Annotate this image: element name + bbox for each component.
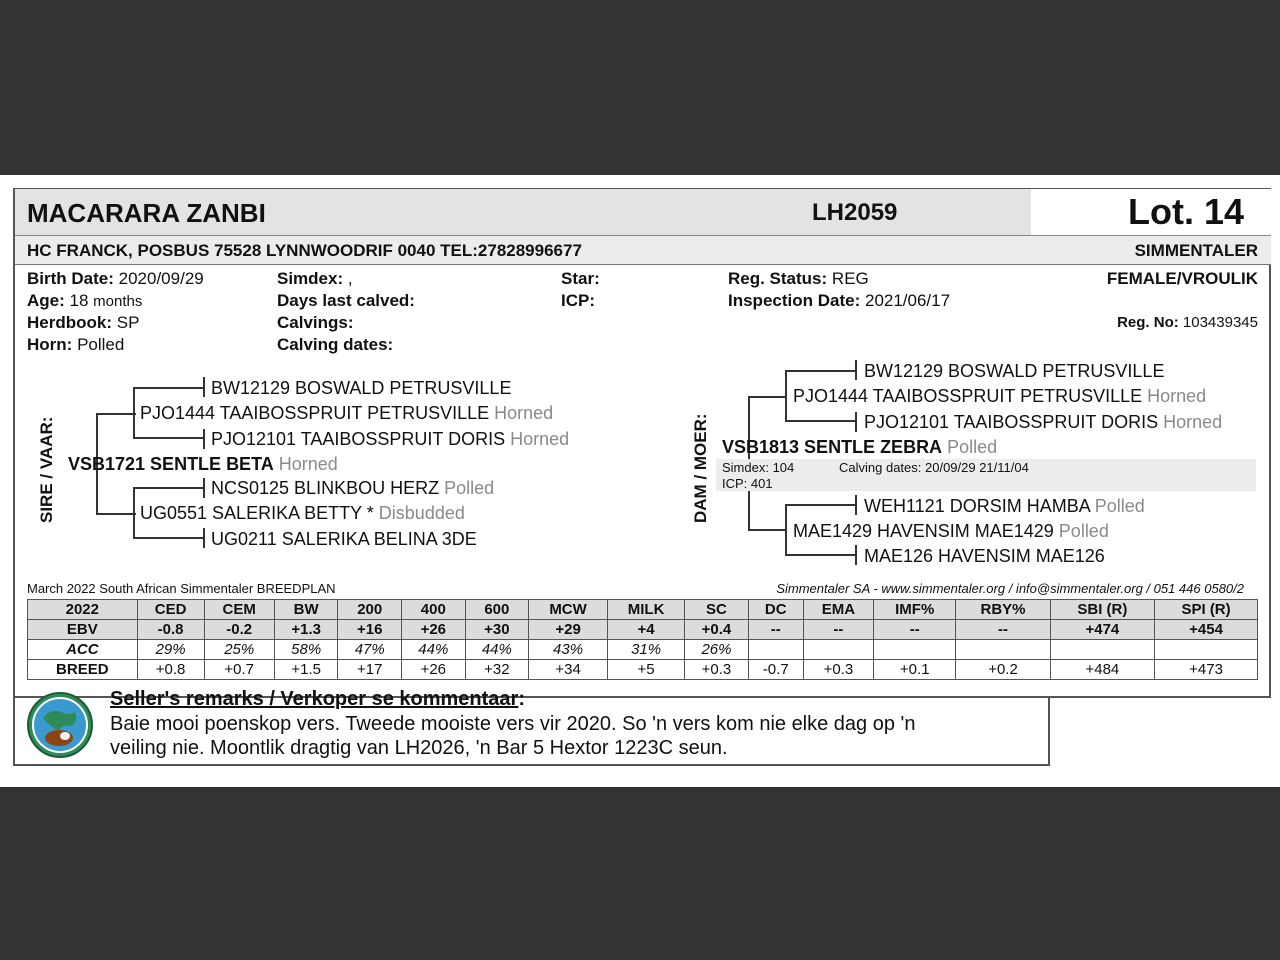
dam-sire-horn: Horned: [1147, 386, 1207, 406]
dam-tree-line: [785, 504, 855, 506]
reg-status-label: Reg. Status:: [728, 269, 828, 288]
ebv-header-cell: SC: [685, 600, 749, 620]
sire-sire-name: PJO1444 TAAIBOSSPRUIT PETRUSVILLE: [140, 403, 490, 423]
ebv-header-cell: SBI (R): [1050, 600, 1154, 620]
simdex-field: [277, 269, 353, 289]
dam-name: [722, 437, 997, 458]
ebv-cell: +5: [608, 660, 685, 680]
ebv-cell: +0.1: [874, 660, 956, 680]
ebv-cell: +34: [529, 660, 608, 680]
dam-tree-line: [785, 504, 787, 556]
inspection-date-label: Inspection Date:: [728, 291, 861, 310]
inspection-date-field: [728, 291, 950, 311]
dam-dam-sire-horn: Polled: [1094, 496, 1145, 516]
dam-tree-line: [785, 420, 855, 422]
days-last-calved-label: Days last calved:: [277, 291, 415, 310]
dam-sire-dam-horn: Horned: [1163, 412, 1223, 432]
animal-tag: LH2059: [812, 199, 898, 226]
herdbook-field: [27, 313, 139, 333]
reg-status-value: REG: [831, 269, 869, 288]
remarks-line-1: Baie mooi poenskop vers. Tweede mooiste vers vir 2020. So 'n vers kom nie elke dag op 'n: [110, 713, 916, 735]
reg-no-field: [1117, 314, 1258, 331]
sire-dam: [140, 503, 465, 524]
sire-dam-name: UG0551 SALERIKA BETTY *: [140, 503, 374, 523]
star-label: Star:: [561, 269, 600, 288]
dam-dam: [793, 521, 1109, 542]
ebv-cell: +1.3: [274, 620, 338, 640]
ebv-header-row: [28, 600, 1258, 620]
ebv-cell: --: [803, 620, 873, 640]
ebv-header-cell: 2022: [28, 600, 138, 620]
age-unit: months: [93, 293, 143, 310]
ebv-cell: 58%: [274, 640, 338, 660]
ebv-row-label: BREED: [28, 660, 138, 680]
sire-tree-line: [203, 377, 205, 397]
horn-field: [27, 335, 124, 355]
ebv-cell: -0.7: [748, 660, 803, 680]
dam-horn: Polled: [947, 437, 998, 457]
sire-sire-horn: Horned: [494, 403, 554, 423]
sire-sire-dam-name: PJO12101 TAAIBOSSPRUIT DORIS: [211, 429, 506, 449]
ebv-cell: +29: [529, 620, 608, 640]
dam-tree-line: [855, 360, 857, 380]
sire-dam-sire-horn: Polled: [444, 478, 495, 498]
sire-tree-line: [203, 528, 205, 548]
ebv-header-cell: 600: [465, 600, 529, 620]
herdbook-value: SP: [116, 313, 140, 332]
ebv-cell: -0.2: [204, 620, 274, 640]
remarks-heading: Seller's remarks / Verkoper se kommentaar:: [110, 688, 526, 710]
dam-sire-dam-name: PJO12101 TAAIBOSSPRUIT DORIS: [864, 412, 1159, 432]
sire-tree-line: [133, 437, 203, 439]
sire-name: [68, 454, 338, 475]
ebv-header-cell: IMF%: [874, 600, 956, 620]
dam-side-label: DAM / MOER:: [691, 413, 710, 523]
breed-name: SIMMENTALER: [1134, 241, 1258, 260]
dam-tree-line: [785, 554, 855, 556]
breedplan-contact: Simmentaler SA - www.simmentaler.org / info@simmentaler.org / 051 446 0580/2: [776, 581, 1244, 596]
ebv-header-cell: CED: [137, 600, 204, 620]
dam-sire: [793, 386, 1206, 407]
acc-row: [28, 640, 1258, 660]
dam-sire-sire: BW12129 BOSWALD PETRUSVILLE: [864, 361, 1165, 381]
calving-dates-label: Calving dates:: [277, 335, 394, 354]
dam-dam-name: MAE1429 HAVENSIM MAE1429: [793, 521, 1054, 541]
remarks-frame-line: [1048, 696, 1271, 698]
remarks-heading-text: Seller's remarks / Verkoper se kommentaar: [110, 688, 519, 710]
horn-value: Polled: [77, 335, 125, 354]
ebv-cell: 25%: [204, 640, 274, 660]
dam-tree-line: [855, 412, 857, 432]
sire-tree-line: [203, 478, 205, 498]
dam-calving-dates: Calving dates: 20/09/29 21/11/04: [839, 460, 1029, 475]
ebv-cell: +484: [1050, 660, 1154, 680]
sire-tree-line: [133, 387, 203, 389]
sire-sire-dam-horn: Horned: [510, 429, 570, 449]
ebv-header-cell: RBY%: [956, 600, 1050, 620]
ebv-cell: +0.4: [685, 620, 749, 640]
sire-dam-horn: Disbudded: [378, 503, 465, 523]
sire-side-label: SIRE / VAAR:: [37, 416, 56, 523]
birth-date-label: Birth Date:: [27, 269, 114, 288]
ebv-header-cell: EMA: [803, 600, 873, 620]
ebv-cell: +0.7: [204, 660, 274, 680]
age-label: Age:: [27, 291, 65, 310]
dam-simdex: Simdex: 104: [722, 460, 795, 475]
ebv-cell: --: [956, 620, 1050, 640]
ebv-cell: [1155, 640, 1258, 660]
ebv-cell: 44%: [402, 640, 466, 660]
dam-dam-sire-name: WEH1121 DORSIM HAMBA: [864, 496, 1090, 516]
ebv-cell: --: [748, 620, 803, 640]
ebv-header-cell: CEM: [204, 600, 274, 620]
lot-number: Lot. 14: [1128, 191, 1245, 232]
sire-dam-dam: UG0211 SALERIKA BELINA 3DE: [211, 529, 477, 549]
ebv-cell: +454: [1155, 620, 1258, 640]
remarks-line-2: veiling nie. Moontlik dragtig van LH2026, 'n Bar 5 Hextor 1223C seun.: [110, 737, 728, 759]
owner-details: HC FRANCK, POSBUS 75528 LYNNWOODRIF 0040 TEL:27828996677: [27, 241, 582, 260]
ebv-header-cell: DC: [748, 600, 803, 620]
ebv-cell: [748, 640, 803, 660]
breedplan-source: March 2022 South African Simmentaler BREEDPLAN: [27, 581, 336, 596]
birth-date-value: 2020/09/29: [118, 269, 204, 288]
horn-label: Horn:: [27, 335, 73, 354]
ebv-cell: +30: [465, 620, 529, 640]
ebv-cell: +26: [402, 620, 466, 640]
ebv-header-cell: MILK: [608, 600, 685, 620]
simdex-label: Simdex:: [277, 269, 344, 288]
ebv-cell: +4: [608, 620, 685, 640]
sire-tree-line: [133, 387, 135, 439]
sire-dam-sire: [211, 478, 494, 499]
sire-dam-sire-name: NCS0125 BLINKBOU HERZ: [211, 478, 440, 498]
ebv-cell: 43%: [529, 640, 608, 660]
ebv-cell: [803, 640, 873, 660]
dam-tree-line: [855, 495, 857, 515]
ebv-header-cell: MCW: [529, 600, 608, 620]
herdbook-label: Herdbook:: [27, 313, 112, 332]
ebv-header-cell: BW: [274, 600, 338, 620]
dam-dam-horn: Polled: [1058, 521, 1109, 541]
ebv-cell: 44%: [465, 640, 529, 660]
simdex-value: ,: [347, 269, 353, 288]
dam-dam-sire: [864, 496, 1145, 517]
ebv-cell: +32: [465, 660, 529, 680]
dam-sire-name: PJO1444 TAAIBOSSPRUIT PETRUSVILLE: [793, 386, 1143, 406]
sire-sire: [140, 403, 553, 424]
simmentaler-logo: [27, 692, 93, 758]
ebv-cell: 26%: [685, 640, 749, 660]
sire-tree-line: [133, 487, 203, 489]
calvings-label: Calvings:: [277, 313, 354, 332]
sex-label: FEMALE/VROULIK: [1106, 269, 1258, 288]
sire-name-text: VSB1721 SENTLE BETA: [68, 454, 274, 474]
dam-tree-line: [785, 370, 787, 422]
ebv-cell: --: [874, 620, 956, 640]
reg-no-label: Reg. No:: [1117, 314, 1179, 331]
dam-sire-dam: [864, 412, 1222, 433]
age-field: [27, 291, 142, 311]
ebv-cell: +473: [1155, 660, 1258, 680]
ebv-header-cell: 400: [402, 600, 466, 620]
dam-dam-dam: MAE126 HAVENSIM MAE126: [864, 546, 1105, 566]
age-value: 18: [69, 291, 89, 310]
dam-tree-line: [785, 370, 855, 372]
dam-tree-line: [748, 529, 786, 531]
dam-icp: ICP: 401: [722, 476, 773, 491]
ebv-cell: [956, 640, 1050, 660]
sire-tree-line: [203, 429, 205, 449]
ebv-cell: 29%: [137, 640, 204, 660]
ebv-cell: +26: [402, 660, 466, 680]
ebv-cell: 31%: [608, 640, 685, 660]
birth-date-field: [27, 269, 204, 289]
sire-tree-line: [133, 487, 135, 539]
animal-name: MACARARA ZANBI: [27, 198, 266, 228]
reg-status-field: [728, 269, 869, 289]
ebv-row-label: EBV: [28, 620, 138, 640]
sire-sire-sire: BW12129 BOSWALD PETRUSVILLE: [211, 378, 512, 398]
ebv-cell: +0.2: [956, 660, 1050, 680]
ebv-cell: -0.8: [137, 620, 204, 640]
ebv-cell: +0.8: [137, 660, 204, 680]
ebv-cell: +0.3: [803, 660, 873, 680]
ebv-row-label: ACC: [28, 640, 138, 660]
ebv-cell: 47%: [338, 640, 402, 660]
ebv-header-cell: SPI (R): [1155, 600, 1258, 620]
sire-horn: Horned: [278, 454, 338, 474]
sire-sire-dam: [211, 429, 569, 450]
ebv-cell: +0.3: [685, 660, 749, 680]
sire-tree-line: [133, 537, 203, 539]
sire-tree-line: [96, 513, 136, 515]
reg-no-value: 103439345: [1182, 314, 1258, 331]
ebv-cell: +17: [338, 660, 402, 680]
ebv-cell: +474: [1050, 620, 1154, 640]
lot-card: [0, 175, 1280, 787]
ebv-header-cell: 200: [338, 600, 402, 620]
ebv-cell: +16: [338, 620, 402, 640]
icp-label: ICP:: [561, 291, 595, 310]
ebv-table: [27, 599, 1258, 680]
ebv-row: [28, 620, 1258, 640]
dam-tree-line: [855, 545, 857, 565]
dam-tree-line: [748, 396, 786, 398]
ebv-cell: [1050, 640, 1154, 660]
ebv-cell: +1.5: [274, 660, 338, 680]
ebv-cell: [874, 640, 956, 660]
sire-tree-line: [96, 413, 136, 415]
inspection-date-value: 2021/06/17: [864, 291, 951, 310]
dam-name-text: VSB1813 SENTLE ZEBRA: [722, 437, 943, 457]
breed-average-row: [28, 660, 1258, 680]
